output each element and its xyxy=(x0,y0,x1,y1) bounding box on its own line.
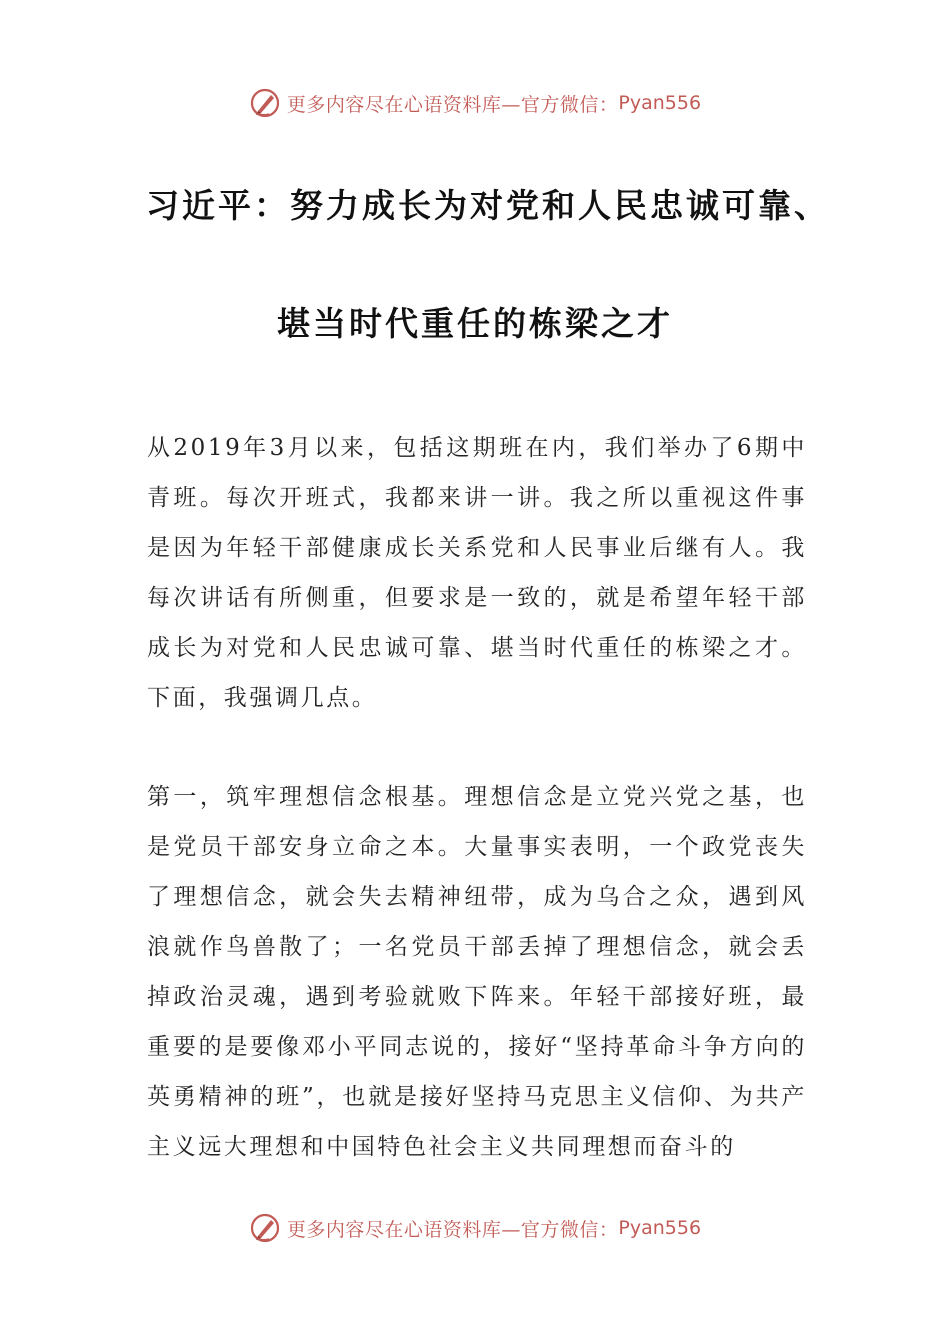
footer-watermark-banner xyxy=(0,1208,950,1248)
body-paragraph-1: 从2019年3月以来，包括这期班在内，我们举办了6期中青班。每次开班式，我都来讲一讲。我之所以重视这件事是因为年轻干部健康成长关系党和人民事业后继有人。我每次讲话有所侧重，但要求是一致的，就是希望年轻干部成长为对党和人民忠诚可靠、堪当时代重任的栋梁之才。下面，我强调几点。 xyxy=(147,435,807,711)
wechat-id: Pyan556 xyxy=(618,92,702,114)
body-paragraph-2: 第一，筑牢理想信念根基。理想信念是立党兴党之基，也是党员干部安身立命之本。大量事实表明，一个政党丧失了理想信念，就会失去精神纽带，成为乌合之众，遇到风浪就作鸟兽散了；一名党员干部丢掉了理想信念，就会丢掉政治灵魂，遇到考验就败下阵来。年轻干部接好班，最重要的是要像邓小平同志说的，接好“坚持革命斗争方向的英勇精神的班”，也就是接好坚持马克思主义信仰、为共产主义远大理想和中国特色社会主义共同理想而奋斗的 xyxy=(147,784,807,1160)
header-watermark-banner xyxy=(0,83,950,123)
page-title-line-2: 堪当时代重任的栋梁之才 xyxy=(277,304,673,343)
wechat-id: Pyan556 xyxy=(618,1217,702,1239)
pen-logo-icon xyxy=(249,87,281,119)
page-title-line-1: 习近平：努力成长为对党和人民忠诚可靠、 xyxy=(146,186,830,225)
banner-text: 更多内容尽在心语资料库—官方微信： xyxy=(286,93,619,116)
pen-logo-icon xyxy=(249,1212,281,1244)
banner-text: 更多内容尽在心语资料库—官方微信： xyxy=(286,1218,619,1241)
